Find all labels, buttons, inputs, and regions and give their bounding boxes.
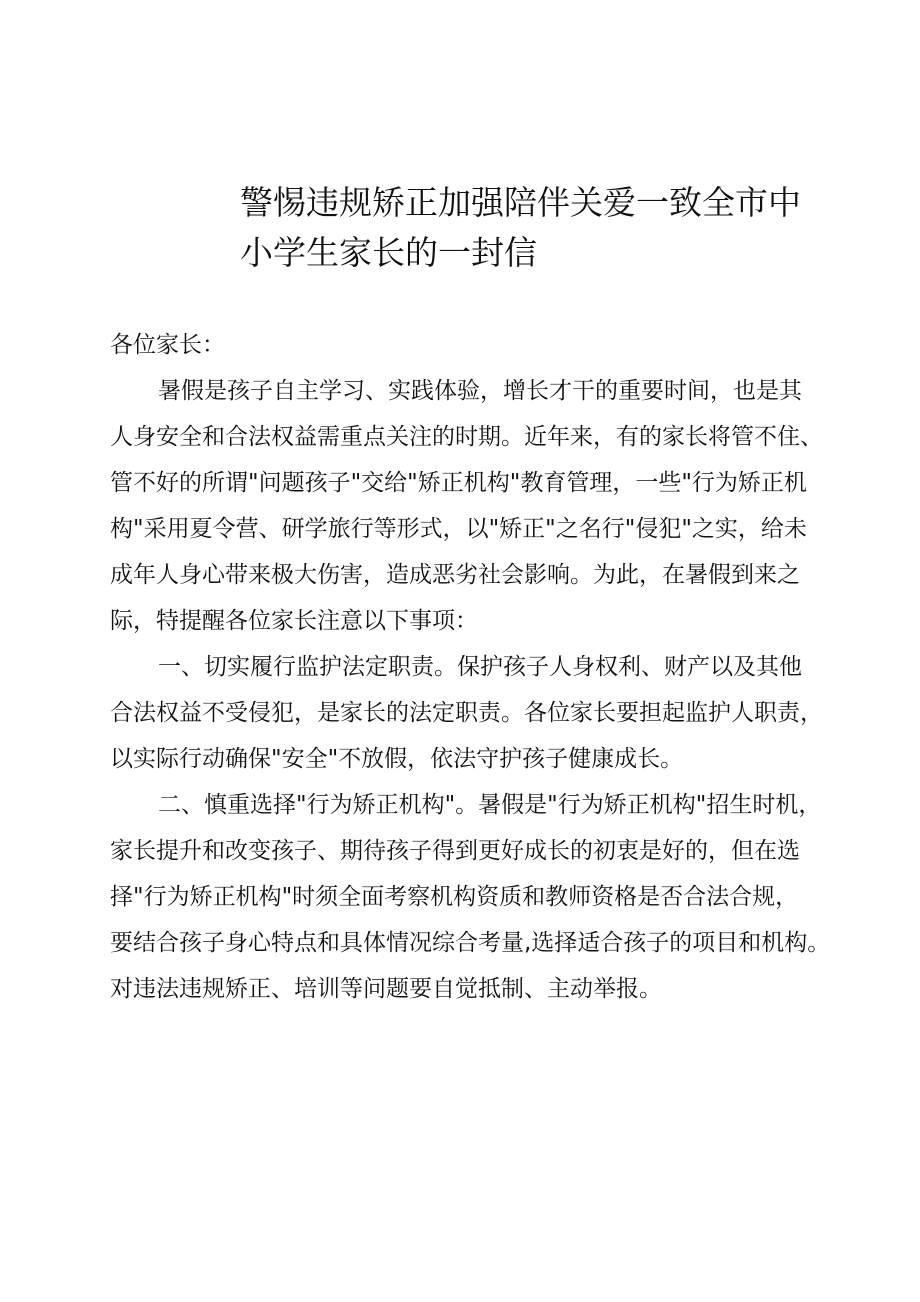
title-line: 小学生家长的一封信: [240, 233, 537, 272]
paragraph-line: 择"行为矫正机构"时须全面考察机构资质和教师资格是否合法合规，: [110, 884, 799, 910]
document-title: [240, 178, 820, 278]
paragraph-line: 要结合孩子身心特点和具体情况综合考量,选择适合孩子的项目和机构。: [110, 930, 831, 956]
paragraph-line: 家长提升和改变孩子、期待孩子得到更好成长的初衷是好的，但在选: [110, 838, 800, 864]
paragraph-line: 管不好的所谓"问题孩子"交给"矫正机构"教育管理，一些"行为矫正机: [110, 470, 807, 496]
paragraph-line: 一、切实履行监护法定职责。保护孩子人身权利、财产以及其他: [158, 654, 802, 680]
paragraph-line: 成年人身心带来极大伤害，造成恶劣社会影响。为此，在暑假到来之: [110, 562, 800, 588]
salutation: 各位家长：: [110, 332, 225, 358]
paragraph-line: 际，特提醒各位家长注意以下事项：: [110, 608, 478, 634]
title-line: 警惕违规矫正加强陪伴关爱一致全市中: [240, 183, 801, 222]
paragraph-item-one: [110, 644, 830, 782]
paragraph-item-two: [110, 782, 830, 1012]
paragraph-line: 暑假是孩子自主学习、实践体验，增长才干的重要时间，也是其: [158, 378, 802, 404]
paragraph-line: 人身安全和合法权益需重点关注的时期。近年来，有的家长将管不住、: [110, 424, 823, 450]
paragraph-line: 对违法违规矫正、培训等问题要自觉抵制、主动举报。: [110, 976, 662, 1002]
paragraph-line: 以实际行动确保"安全"不放假，依法守护孩子健康成长。: [110, 746, 684, 772]
paragraph-line: 构"采用夏令营、研学旅行等形式，以"矫正"之名行"侵犯"之实，给未: [110, 516, 807, 542]
paragraph-line: 合法权益不受侵犯，是家长的法定职责。各位家长要担起监护人职责，: [110, 700, 823, 726]
paragraph-line: 二、慎重选择"行为矫正机构"。暑假是"行为矫正机构"招生时机，: [158, 792, 822, 818]
paragraph-intro: [110, 368, 830, 644]
letter-body: [110, 322, 830, 1012]
